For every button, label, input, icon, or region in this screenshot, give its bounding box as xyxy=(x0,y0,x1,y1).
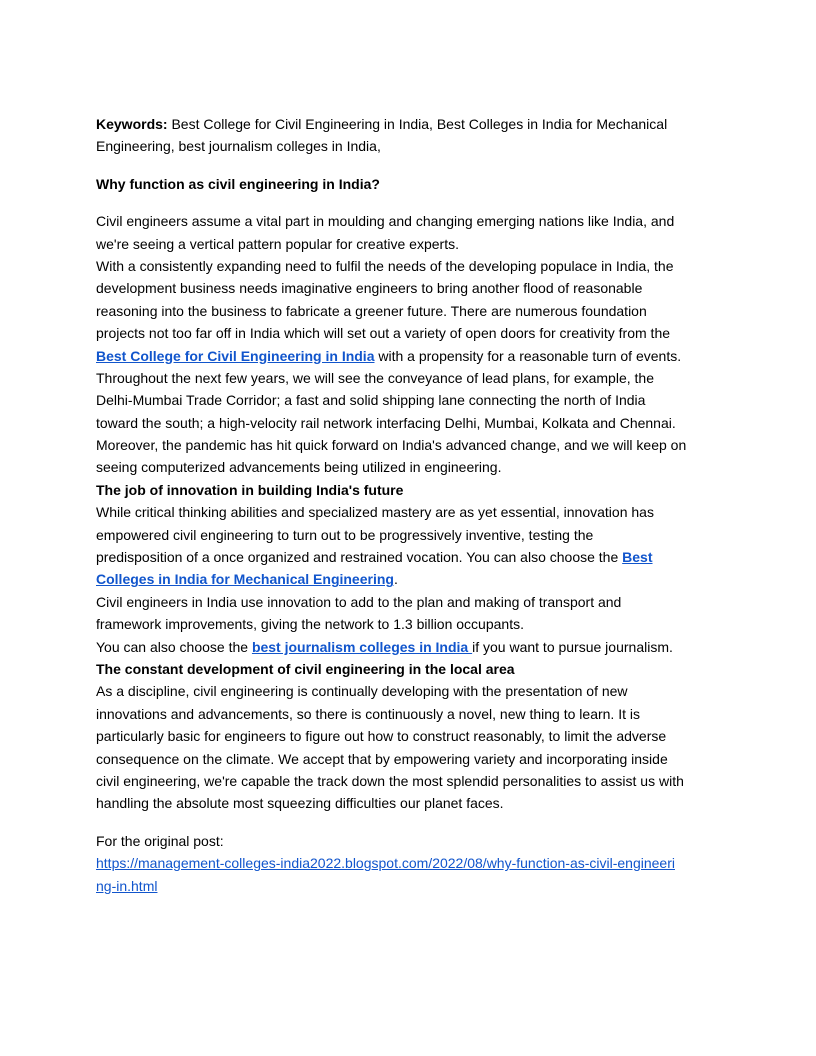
text-span: if you want to pursue journalism. xyxy=(472,638,673,655)
text-span: Delhi-Mumbai Trade Corridor; a fast and solid shipping lane connecting the north of India xyxy=(96,392,646,409)
text-span: with a propensity for a reasonable turn of events. xyxy=(374,347,682,364)
text-line xyxy=(96,725,726,747)
text-span: projects not too far off in India which will set out a variety of open doors for creativity from the xyxy=(96,325,671,342)
text-span: seeing computerized advancements being utilized in engineering. xyxy=(96,459,502,476)
text-span: Throughout the next few years, we will see the conveyance of lead plans, for example, the xyxy=(96,369,654,386)
text-span: Civil engineers in India use innovation to add to the plan and making of transport and xyxy=(96,593,622,610)
bold-text: Keywords: xyxy=(96,116,168,132)
text-span: Engineering, best journalism colleges in India, xyxy=(96,138,381,155)
bold-text: The constant development of civil engineering in the local area xyxy=(96,660,515,677)
text-span: With a consistently expanding need to fulfil the needs of the developing populace in India, the xyxy=(96,257,674,274)
text-span: Moreover, the pandemic has hit quick forward on India's advanced change, and we will keep on xyxy=(96,437,687,454)
text-line xyxy=(96,875,726,897)
body-text xyxy=(96,210,726,815)
text-span: innovations and advancements, so there is continuously a novel, new thing to learn. It is xyxy=(96,705,640,722)
text-line xyxy=(96,255,726,277)
text-line xyxy=(96,568,726,590)
text-span: toward the south; a high-velocity rail network interfacing Delhi, Mumbai, Kolkata and Chennai. xyxy=(96,414,676,431)
text-span: While critical thinking abilities and specialized mastery are as yet essential, innovation has xyxy=(96,504,654,521)
text-line xyxy=(96,636,726,658)
hyperlink[interactable]: best journalism colleges in India xyxy=(251,638,473,655)
hyperlink[interactable]: Colleges in India for Mechanical Engineering xyxy=(96,571,394,588)
text-line xyxy=(96,412,726,434)
hyperlink[interactable]: https://management-colleges-india2022.blogspot.com/2022/08/why-function-as-civil-engineeri xyxy=(96,855,675,872)
text-line xyxy=(96,501,726,523)
hyperlink[interactable]: ng-in.html xyxy=(96,877,158,894)
paragraph-gap xyxy=(96,815,726,830)
text-span: . xyxy=(393,571,398,588)
bold-text: Why function as civil engineering in India? xyxy=(96,175,380,192)
keywords-paragraph xyxy=(96,113,726,158)
paragraph-gap xyxy=(96,158,726,173)
text-span: consequence on the climate. We accept that by empowering variety and incorporating inside xyxy=(96,750,668,767)
text-line xyxy=(96,792,726,814)
document-page xyxy=(96,113,726,897)
text-line xyxy=(96,322,726,344)
text-span: civil engineering, we're capable the track down the most splendid personalities to assist us with xyxy=(96,772,684,789)
text-span: framework improvements, giving the network to 1.3 billion occupants. xyxy=(96,616,524,633)
text-line xyxy=(96,479,726,501)
text-span: development business needs imaginative engineers to bring another flood of reasonable xyxy=(96,280,643,297)
text-line xyxy=(96,210,726,232)
paragraph-gap xyxy=(96,195,726,210)
text-span: predisposition of a once organized and restrained vocation. You can also choose the xyxy=(96,549,623,566)
hyperlink[interactable]: Best xyxy=(622,549,653,566)
source-paragraph xyxy=(96,830,726,897)
text-line xyxy=(96,546,726,568)
text-line xyxy=(96,703,726,725)
text-line xyxy=(96,658,726,680)
text-line xyxy=(96,456,726,478)
text-line xyxy=(96,173,726,195)
text-span: For the original post: xyxy=(96,832,224,849)
text-line xyxy=(96,770,726,792)
text-line xyxy=(96,277,726,299)
text-line xyxy=(96,613,726,635)
text-line xyxy=(96,591,726,613)
text-line xyxy=(96,300,726,322)
text-line xyxy=(96,345,726,367)
text-line xyxy=(96,524,726,546)
text-line xyxy=(96,135,726,157)
text-span: handling the absolute most squeezing difficulties our planet faces. xyxy=(96,795,504,812)
text-span: particularly basic for engineers to figure out how to construct reasonably, to limit the adverse xyxy=(96,728,667,745)
text-line xyxy=(96,113,726,135)
hyperlink[interactable]: Best College for Civil Engineering in India xyxy=(96,347,375,364)
text-line xyxy=(96,830,726,852)
text-span: Best College for Civil Engineering in India, Best Colleges in India for Mechanical xyxy=(167,116,668,132)
text-span: Civil engineers assume a vital part in moulding and changing emerging nations like India, and xyxy=(96,213,675,230)
text-line xyxy=(96,680,726,702)
text-line xyxy=(96,367,726,389)
text-span: reasoning into the business to fabricate a greener future. There are numerous foundation xyxy=(96,302,647,319)
text-line xyxy=(96,434,726,456)
text-span: As a discipline, civil engineering is continually developing with the presentation of new xyxy=(96,683,628,700)
text-line xyxy=(96,389,726,411)
text-span: empowered civil engineering to turn out to be progressively inventive, testing the xyxy=(96,526,594,543)
text-line xyxy=(96,233,726,255)
text-span: You can also choose the xyxy=(96,638,252,655)
text-line xyxy=(96,748,726,770)
text-line xyxy=(96,852,726,874)
bold-text: The job of innovation in building India's future xyxy=(96,481,404,498)
text-span: we're seeing a vertical pattern popular for creative experts. xyxy=(96,235,459,252)
section-heading xyxy=(96,173,726,195)
